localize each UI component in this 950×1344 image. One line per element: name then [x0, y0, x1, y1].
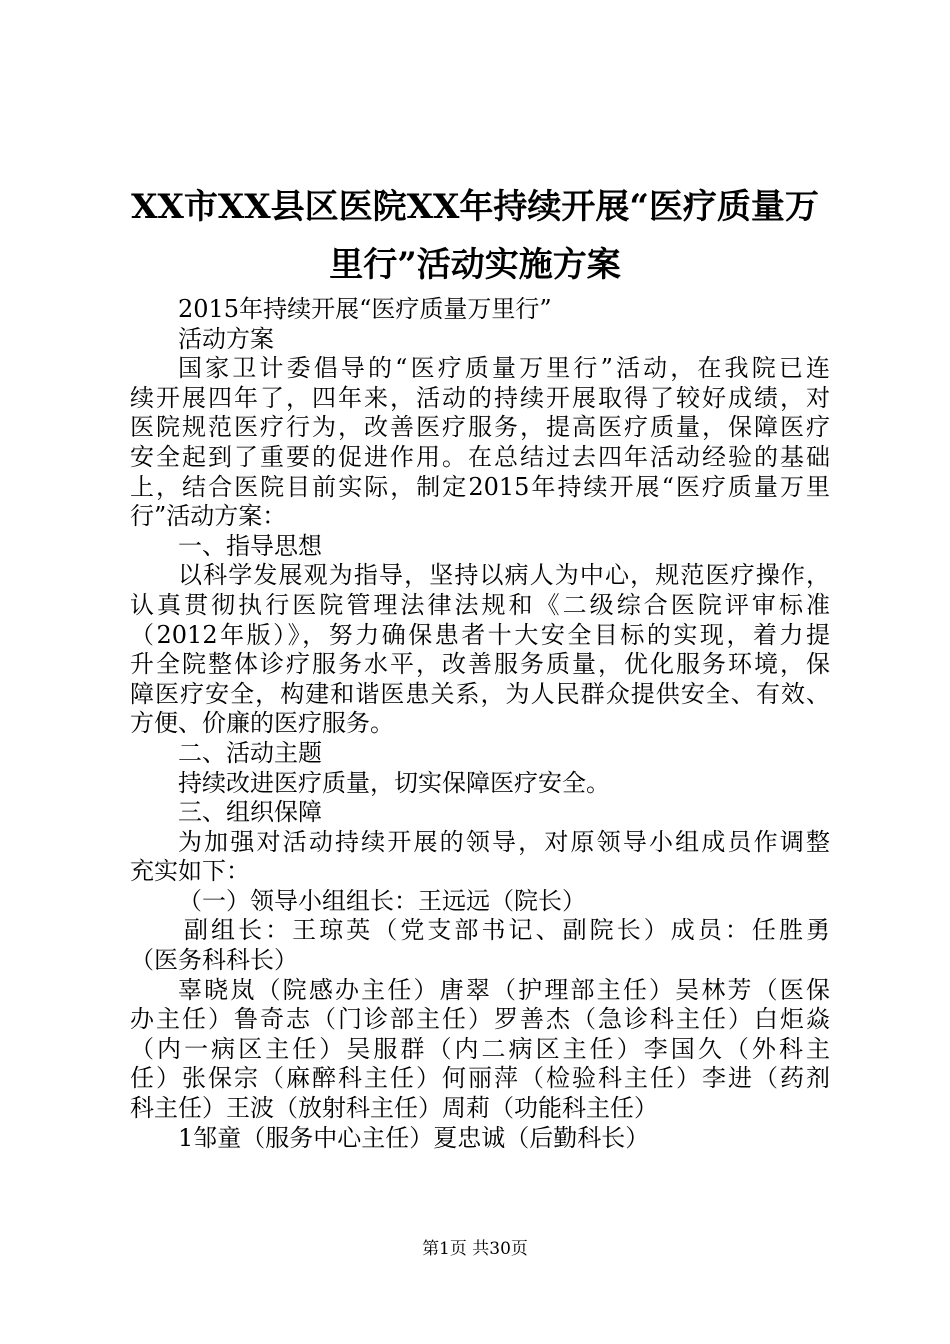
section-heading: 二、活动主题 [178, 738, 322, 767]
body-line: 充实如下： [130, 857, 250, 886]
document-title [110, 178, 840, 294]
title-line-1: XX市XX县区医院XX年持续开展“医疗质量万 [131, 187, 819, 227]
body-line: 以科学发展观为指导，坚持以病人为中心，规范医疗操作， [178, 561, 830, 590]
body-line: 上，结合医院目前实际，制定2015年持续开展“医疗质量万里 [130, 472, 830, 501]
body-line: 为加强对活动持续开展的领导，对原领导小组成员作调整 [178, 827, 830, 856]
document-body [130, 295, 830, 1153]
body-line: （一）领导小组组长：王远远（院长） [178, 886, 586, 915]
body-line: 认真贯彻执行医院管理法律法规和《二级综合医院评审标准 [130, 590, 830, 619]
section-heading: 一、指导思想 [178, 531, 322, 560]
body-line: 活动方案 [178, 324, 274, 353]
body-line: 2015年持续开展“医疗质量万里行” [178, 295, 552, 323]
title-line-2: 里行”活动实施方案 [329, 245, 621, 285]
body-line: 安全起到了重要的促进作用。在总结过去四年活动经验的基础 [130, 442, 830, 471]
body-line: 行”活动方案： [130, 502, 287, 531]
body-line: 办主任）鲁奇志（门诊部主任）罗善杰（急诊科主任）白炬焱 [130, 1005, 830, 1034]
body-line: 任）张保宗（麻醉科主任）何丽萍（检验科主任）李进（药剂 [130, 1064, 830, 1093]
page-number: 第1页 共30页 [422, 1239, 528, 1259]
body-line: 副组长：王琼英（党支部书记、副院长）成员：任胜勇 [184, 916, 830, 945]
body-line: 持续改进医疗质量，切实保障医疗安全。 [178, 768, 610, 797]
section-heading: 三、组织保障 [178, 798, 322, 827]
body-line: 升全院整体诊疗服务水平，改善服务质量，优化服务环境，保 [130, 650, 830, 679]
body-line: 医院规范医疗行为，改善医疗服务，提高医疗质量，保障医疗 [130, 413, 830, 442]
body-line: 续开展四年了，四年来，活动的持续开展取得了较好成绩，对 [130, 383, 830, 412]
body-line: （2012年版）》，努力确保患者十大安全目标的实现，着力提 [130, 620, 830, 649]
page-footer [0, 1238, 950, 1260]
body-line: 障医疗安全，构建和谐医患关系，为人民群众提供安全、有效、 [130, 679, 830, 708]
body-line: 国家卫计委倡导的“医疗质量万里行”活动，在我院已连 [178, 354, 830, 383]
body-line: 科主任）王波（放射科主任）周莉（功能科主任） [130, 1094, 658, 1123]
body-line: （内一病区主任）吴服群（内二病区主任）李国久（外科主 [130, 1034, 830, 1063]
body-line: 方便、价廉的医疗服务。 [130, 709, 394, 738]
body-line: （医务科科长） [130, 946, 298, 975]
body-line: 1邹童（服务中心主任）夏忠诚（后勤科长） [178, 1123, 650, 1152]
body-line: 辜晓岚（院感办主任）唐翠（护理部主任）吴林芳（医保 [178, 975, 830, 1004]
